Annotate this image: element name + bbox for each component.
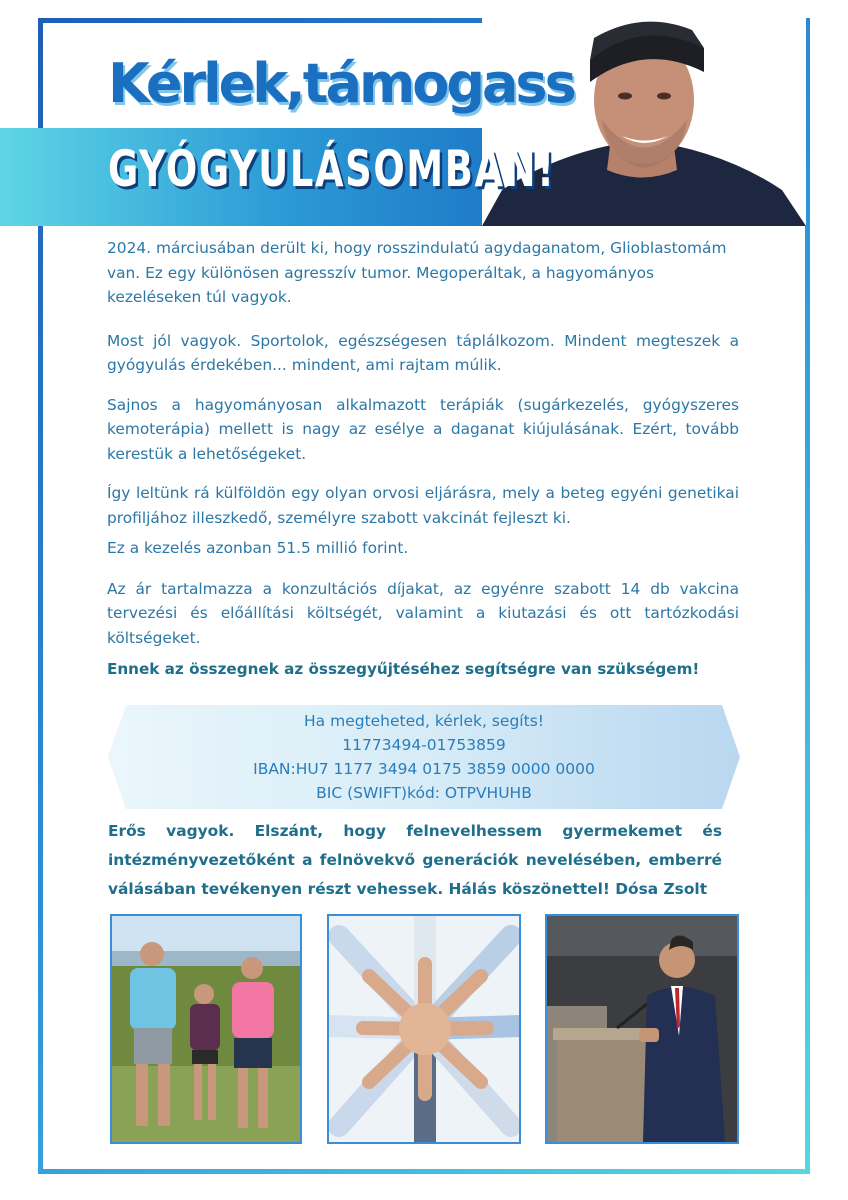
closing-line-1: Erős vagyok. Elszánt, hogy felnevelhessem gyermekemet és [108, 822, 722, 840]
paragraph-2: Most jól vagyok. Sportolok, egészségesen táplálkozom. Mindent megteszek a gyógyulás érdekében... mindent, ami rajtam múlik. [107, 331, 739, 374]
title-line-2: GYÓGYULÁSOMBAN! [108, 140, 556, 198]
paragraph-5: Ez a kezelés azonban 51.5 millió forint. [107, 539, 409, 557]
iban[interactable]: IBAN:HU7 1177 3494 0175 3859 0000 0000 [253, 760, 595, 778]
account-number[interactable]: 11773494-01753859 [342, 736, 506, 754]
donation-request: Ha megteheted, kérlek, segíts! [304, 712, 544, 730]
paragraph-6: Az ár tartalmazza a konzultációs díjakat, az egyénre szabott 14 db vakcina tervezési és előállítási költségét, valamint a kiutazási és ott tartózkodási költségeket. [107, 579, 739, 647]
donation-details [108, 709, 740, 805]
speaker-photo [545, 914, 739, 1144]
bic-code[interactable]: BIC (SWIFT)kód: OTPVHUHB [316, 784, 532, 802]
closing-line-3: válásában tevékenyen részt vehessek. Hálás köszönettel! Dósa Zsolt [108, 880, 708, 898]
family-photo [110, 914, 302, 1144]
paragraph-4: Így leltünk rá külföldön egy olyan orvosi eljárásra, mely a beteg egyéni genetikai profiljához illeszkedő, személyre szabott vakcinát fejleszt ki. [107, 484, 739, 527]
body-text [107, 236, 739, 682]
closing-line-2: intézményvezetőként a felnövekvő generációk nevelésében, emberré [108, 851, 722, 869]
appeal-text: Ennek az összegnek az összegyűjtéséhez segítségre van szükségem! [107, 660, 700, 678]
closing-text [108, 817, 722, 904]
paragraph-1: 2024. márciusában derült ki, hogy rosszindulatú agydaganatom, Glioblastomám van. Ez egy különösen agresszív tumor. Megoperáltak, a hagyományos kezeléseken túl vagyok. [107, 239, 727, 306]
title-line-1: Kérlek,támogass [108, 52, 574, 115]
paragraph-3: Sajnos a hagyományosan alkalmazott terápiák (sugárkezelés, gyógyszeres kemoterápia) mellett is nagy az esélye a daganat kiújulásának. Ezért, tovább kerestük a lehetőségeket. [107, 395, 739, 463]
hands-together-photo [327, 914, 521, 1144]
